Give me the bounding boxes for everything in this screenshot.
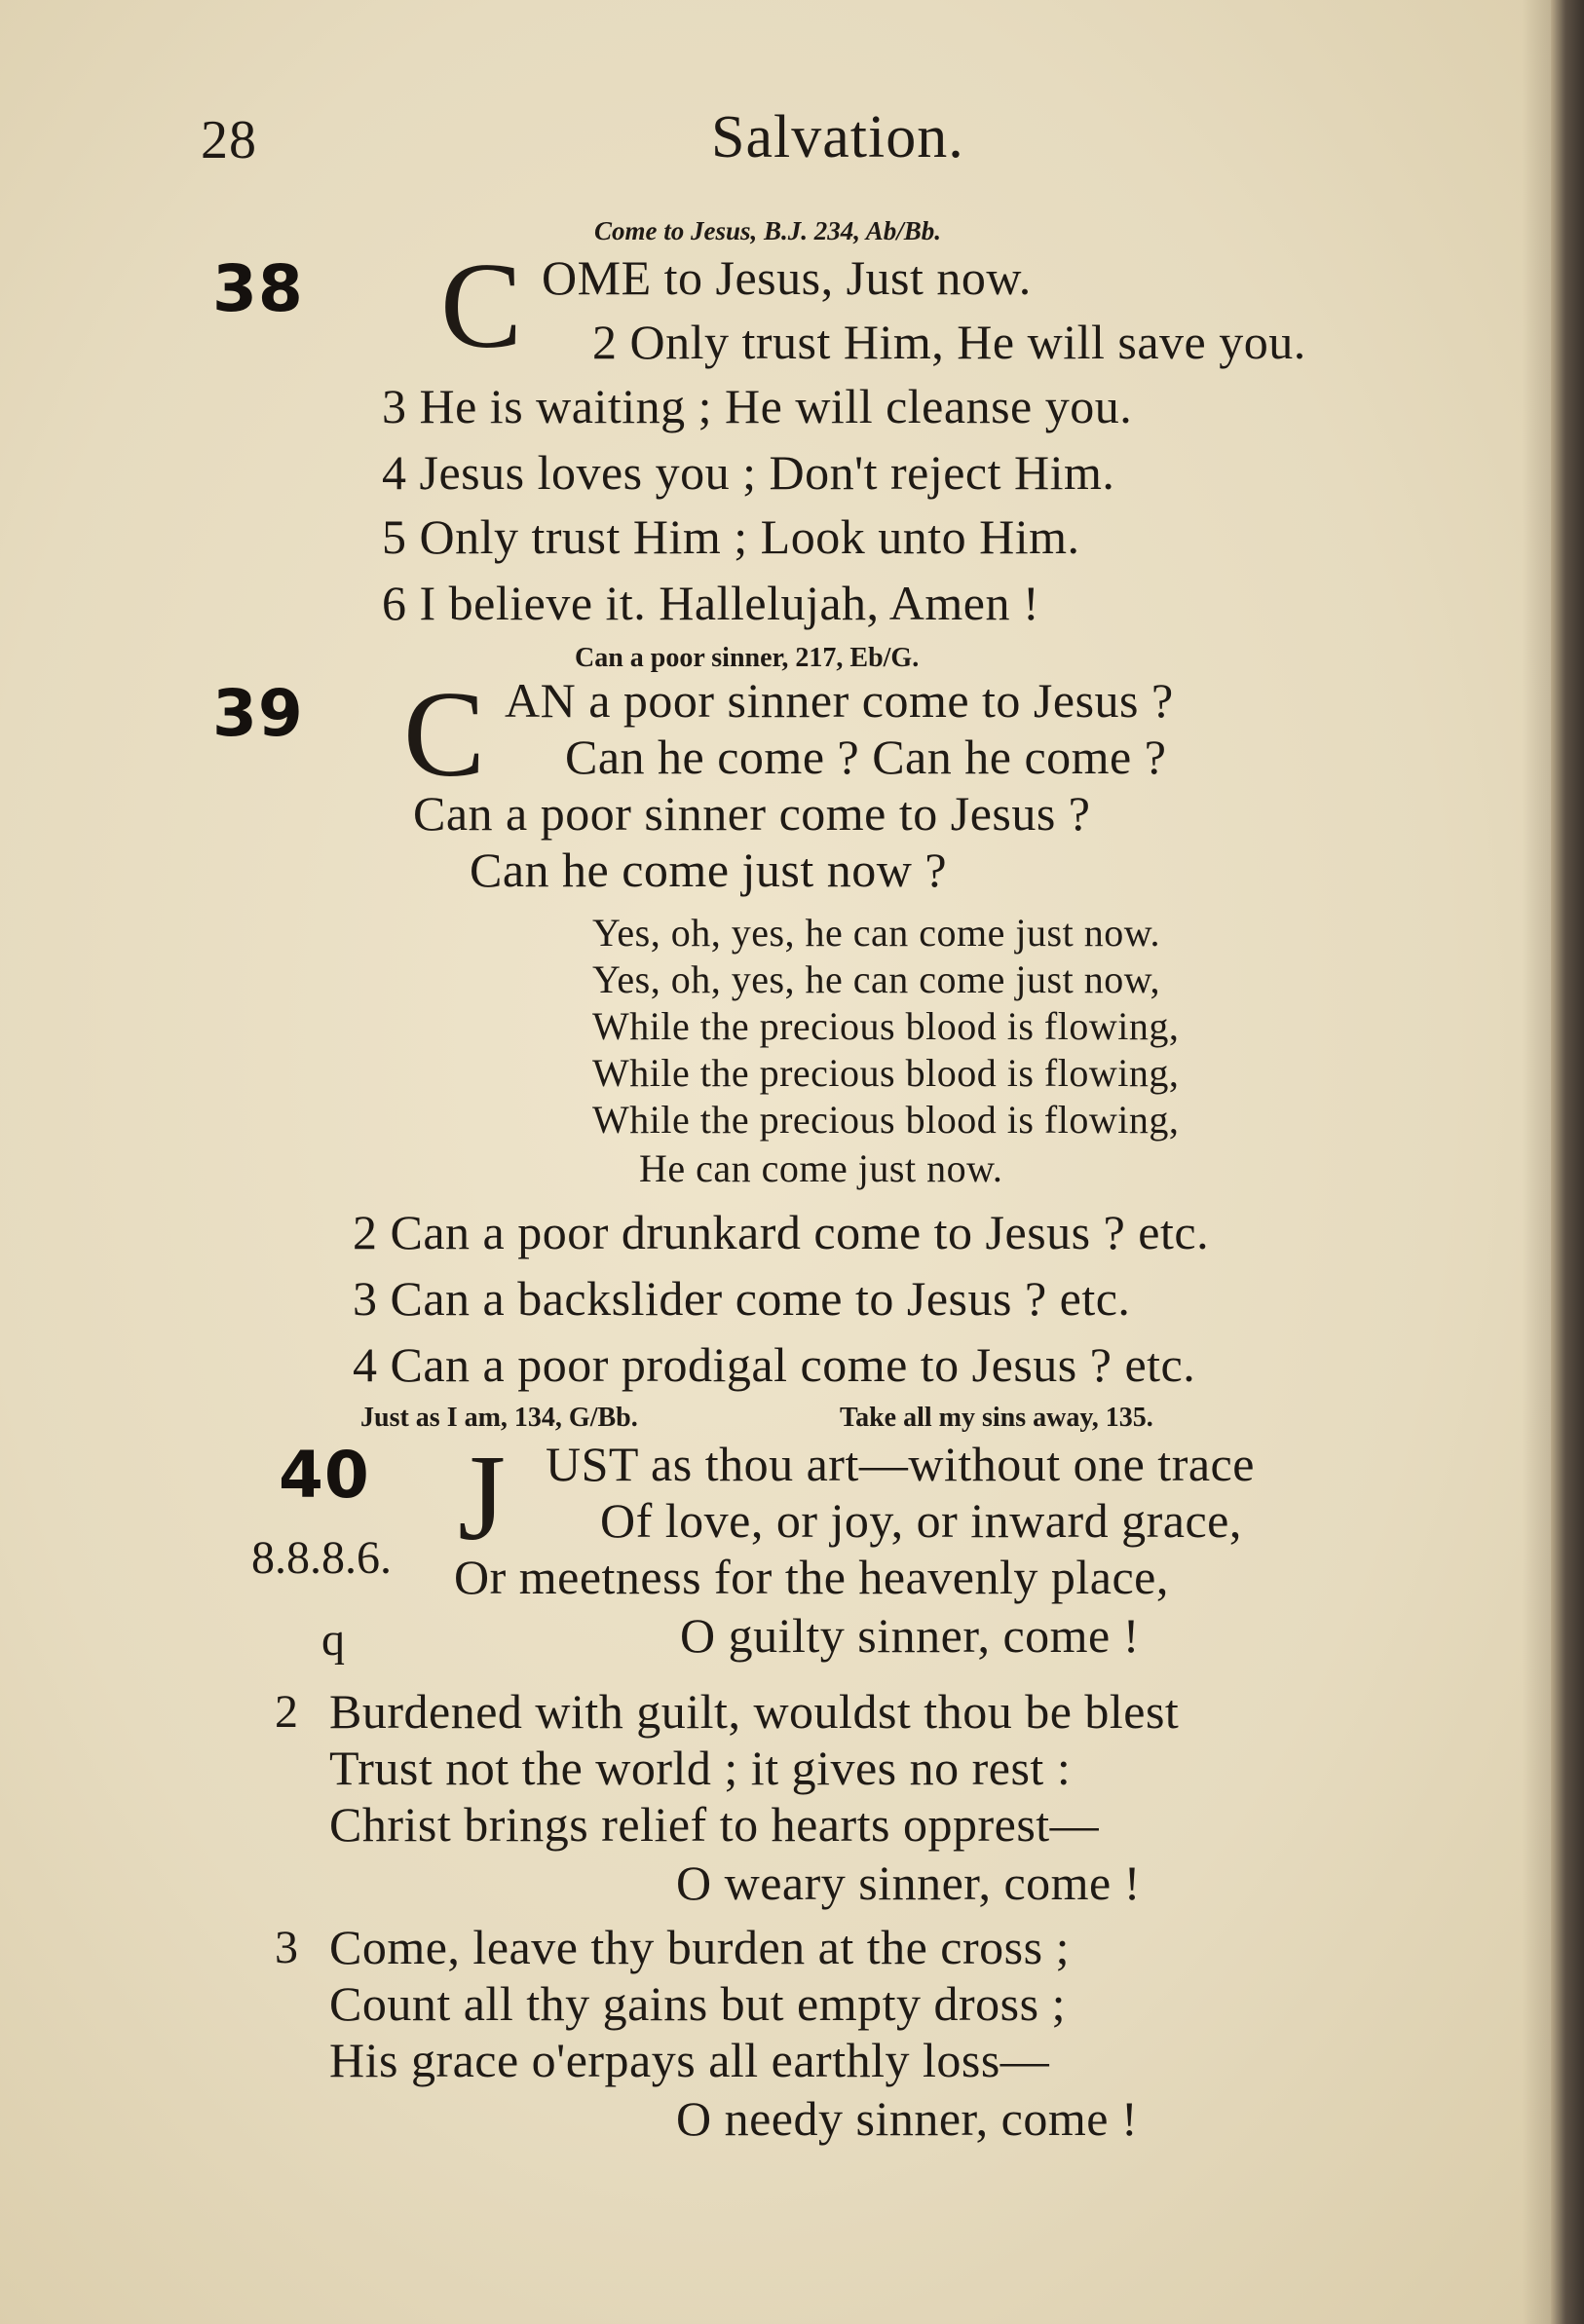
hymn-line: OME to Jesus, Just now. xyxy=(542,250,1032,305)
hymn-number: 38 xyxy=(212,251,304,326)
chorus-line: While the precious blood is flowing, xyxy=(592,1051,1180,1095)
hymn-verse: 3 Can a backslider come to Jesus ? etc. xyxy=(353,1271,1131,1326)
tune-note: Take all my sins away, 135. xyxy=(840,1403,1153,1433)
hymn-verse: 2 Can a poor drunkard come to Jesus ? etc. xyxy=(353,1205,1210,1259)
page-gutter-shadow xyxy=(1522,0,1551,2324)
hymn-line: 3 He is waiting ; He will cleanse you. xyxy=(382,379,1133,433)
page-number: 28 xyxy=(201,110,257,170)
hymn-line: Of love, or joy, or inward grace, xyxy=(600,1493,1242,1548)
hymn-line: Come, leave thy burden at the cross ; xyxy=(329,1920,1070,1974)
drop-cap: J xyxy=(458,1431,507,1566)
hymn-line: Can he come ? Can he come ? xyxy=(565,730,1167,784)
hymn-line: His grace o'erpays all earthly loss— xyxy=(329,2033,1050,2087)
hymn-line: UST as thou art—without one trace xyxy=(546,1437,1255,1491)
drop-cap: C xyxy=(440,239,523,374)
hymn-line: Trust not the world ; it gives no rest : xyxy=(329,1741,1072,1795)
book-spine xyxy=(1551,0,1584,2324)
hymn-line: 6 I believe it. Hallelujah, Amen ! xyxy=(382,576,1040,630)
chorus-line: While the precious blood is flowing, xyxy=(592,1004,1180,1048)
hymn-line: Can a poor sinner come to Jesus ? xyxy=(413,786,1091,841)
chorus-line: While the precious blood is flowing, xyxy=(592,1098,1180,1142)
hymn-mark: q xyxy=(321,1614,345,1666)
hymn-line: Burdened with guilt, wouldst thou be blest xyxy=(329,1684,1180,1739)
chorus-line: Yes, oh, yes, he can come just now. xyxy=(592,911,1160,955)
hymn-verse: 4 Can a poor prodigal come to Jesus ? etc. xyxy=(353,1337,1196,1392)
hymn-line: 2 Only trust Him, He will save you. xyxy=(592,315,1306,369)
hymn-line: 5 Only trust Him ; Look unto Him. xyxy=(382,509,1080,564)
hymn-line: Can he come just now ? xyxy=(470,843,948,897)
tune-note: Just as I am, 134, G/Bb. xyxy=(360,1403,638,1433)
hymn-line: Christ brings relief to hearts opprest— xyxy=(329,1797,1100,1852)
hymn-number: 40 xyxy=(279,1438,370,1513)
drop-cap: C xyxy=(403,667,486,803)
verse-number: 3 xyxy=(275,1922,298,1973)
page-title: Salvation. xyxy=(711,104,964,170)
hymn-line: O needy sinner, come ! xyxy=(676,2091,1139,2146)
hymn-line: O guilty sinner, come ! xyxy=(680,1608,1140,1663)
hymn-line: O weary sinner, come ! xyxy=(676,1855,1141,1910)
hymn-line: Count all thy gains but empty dross ; xyxy=(329,1976,1066,2031)
chorus-line: Yes, oh, yes, he can come just now, xyxy=(592,957,1160,1001)
hymn-line: 4 Jesus loves you ; Don't reject Him. xyxy=(382,445,1115,500)
meter: 8.8.8.6. xyxy=(251,1532,392,1584)
tune-note: Come to Jesus, B.J. 234, Ab/Bb. xyxy=(594,216,942,245)
hymn-number: 39 xyxy=(212,676,304,751)
verse-number: 2 xyxy=(275,1686,298,1738)
tune-note: Can a poor sinner, 217, Eb/G. xyxy=(575,643,920,673)
chorus-line: He can come just now. xyxy=(639,1146,1003,1190)
hymn-line: Or meetness for the heavenly place, xyxy=(454,1550,1169,1604)
hymn-line: AN a poor sinner come to Jesus ? xyxy=(505,673,1174,728)
